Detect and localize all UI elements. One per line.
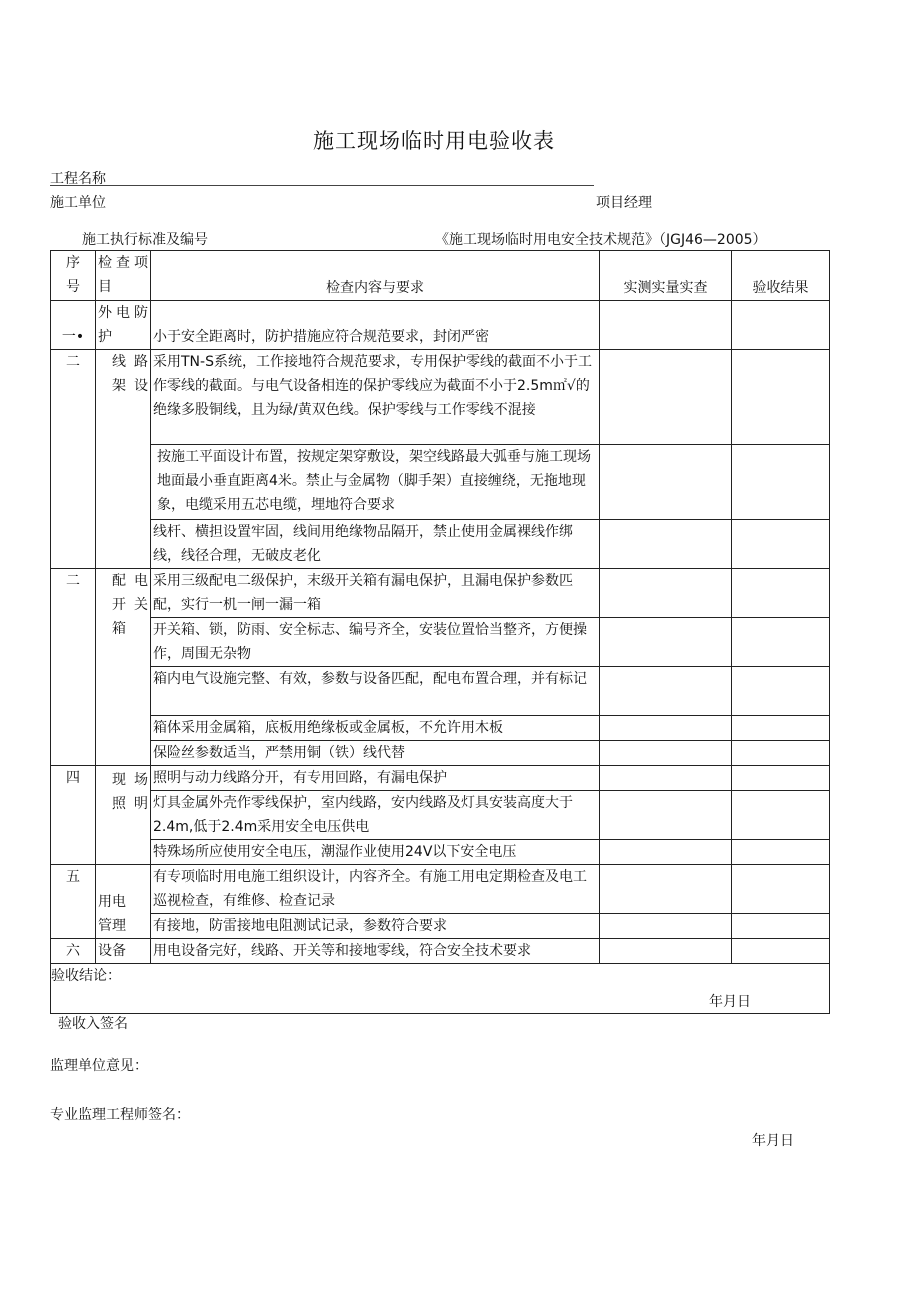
result-cell[interactable]: [732, 939, 830, 964]
row-no: 四: [51, 766, 96, 865]
table-row: [51, 865, 830, 914]
result-cell[interactable]: [732, 766, 830, 791]
row-item: 设备: [96, 939, 151, 964]
conclusion-label: 验收结论：: [51, 968, 121, 984]
standard-value: 《施工现场临时用电安全技术规范》（JGJ46—2005）: [435, 232, 767, 248]
result-cell[interactable]: [732, 445, 830, 520]
table-row: [51, 840, 830, 865]
row-content: 箱内电气设施完整、有效，参数与设备匹配，配电布置合理，并有标记: [151, 667, 600, 716]
footer-date: 年月日: [752, 1133, 794, 1149]
project-manager-label: 项目经理: [596, 195, 652, 211]
supervisor-opinion-label: 监理单位意见：: [50, 1058, 148, 1074]
contractor-label: 施工单位: [50, 195, 106, 211]
table-row: [51, 766, 830, 791]
table-row: [51, 914, 830, 939]
measure-cell[interactable]: [600, 865, 732, 914]
table-row: [51, 716, 830, 741]
result-cell[interactable]: [732, 520, 830, 569]
acceptor-signature-label: 验收入签名: [58, 1016, 128, 1032]
row-no: 五: [51, 865, 96, 939]
row-content: 采用三级配电二级保护，末级开关箱有漏电保护，且漏电保护参数匹配，实行一机一闸一漏一箱: [151, 569, 600, 618]
header-result: 验收结果: [732, 251, 830, 301]
row-content: 线杆、横担设置牢固，线间用绝缘物品隔开，禁止使用金属裸线作绑线，线径合理，无破皮老化: [151, 520, 600, 569]
conclusion-row: [51, 964, 830, 1014]
measure-cell[interactable]: [600, 914, 732, 939]
row-no: 一•: [51, 301, 96, 350]
result-cell[interactable]: [732, 350, 830, 445]
row-no: 二: [51, 350, 96, 569]
table-row: [51, 939, 830, 964]
result-cell[interactable]: [732, 914, 830, 939]
row-content: 开关箱、锁，防雨、安全标志、编号齐全，安装位置恰当整齐，方便操作，周围无杂物: [151, 618, 600, 667]
row-content: 箱体采用金属箱，底板用绝缘板或金属板，不允许用木板: [151, 716, 600, 741]
table-row: [51, 445, 830, 520]
result-cell[interactable]: [732, 716, 830, 741]
table-row: [51, 569, 830, 618]
row-content: 特殊场所应使用安全电压，潮湿作业使用24V以下安全电压: [151, 840, 600, 865]
row-no: 二: [51, 569, 96, 766]
inspection-table: [50, 250, 830, 1014]
row-content: 采用TN-S系统，工作接地符合规范要求，专用保护零线的截面不小于工作零线的截面。与电气设备相连的保护零线应为截面不小于2.5m㎡√的绝缘多股铜线，且为绿/黄双色线。保护零线与工作零线不混接: [151, 350, 600, 445]
project-name-field[interactable]: [50, 168, 594, 186]
result-cell[interactable]: [732, 791, 830, 840]
row-item: 用电 管理: [96, 865, 151, 939]
conclusion-date: 年月日: [709, 994, 751, 1010]
row-content: 照明与动力线路分开，有专用回路，有漏电保护: [151, 766, 600, 791]
table-row: [51, 618, 830, 667]
result-cell[interactable]: [732, 741, 830, 766]
row-item: 现场 照明: [96, 766, 151, 865]
row-item: 线路 架设: [96, 350, 151, 569]
page-title: 施工现场临时用电验收表: [313, 129, 555, 153]
row-content: 有专项临时用电施工组织设计，内容齐全。有施工用电定期检查及电工巡视检查，有维修、检查记录: [151, 865, 600, 914]
result-cell[interactable]: [732, 865, 830, 914]
measure-cell[interactable]: [600, 766, 732, 791]
result-cell[interactable]: [732, 840, 830, 865]
project-name-label: 工程名称: [50, 171, 106, 187]
table-row: [51, 520, 830, 569]
measure-cell[interactable]: [600, 716, 732, 741]
row-content: 小于安全距离时，防护措施应符合规范要求，封闭严密: [151, 301, 600, 350]
table-row: [51, 791, 830, 840]
measure-cell[interactable]: [600, 618, 732, 667]
measure-cell[interactable]: [600, 445, 732, 520]
table-row: [51, 350, 830, 445]
row-content: 用电设备完好，线路、开关等和接地零线，符合安全技术要求: [151, 939, 600, 964]
measure-cell[interactable]: [600, 569, 732, 618]
engineer-signature-label: 专业监理工程师签名：: [50, 1107, 190, 1123]
result-cell[interactable]: [732, 667, 830, 716]
row-no: 六: [51, 939, 96, 964]
header-content: 检查内容与要求: [151, 251, 600, 301]
row-content: 保险丝参数适当，严禁用铜（铁）线代替: [151, 741, 600, 766]
table-row: [51, 301, 830, 350]
measure-cell[interactable]: [600, 939, 732, 964]
measure-cell[interactable]: [600, 840, 732, 865]
row-content: 按施工平面设计布置，按规定架穿敷设，架空线路最大弧垂与施工现场地面最小垂直距离4米。禁止与金属物（脚手架）直接缠绕，无拖地现象，电缆采用五芯电缆，埋地符合要求: [151, 445, 600, 520]
measure-cell[interactable]: [600, 350, 732, 445]
result-cell[interactable]: [732, 618, 830, 667]
measure-cell[interactable]: [600, 791, 732, 840]
table-row: [51, 667, 830, 716]
row-content: 灯具金属外壳作零线保护，室内线路，安内线路及灯具安装高度大于2.4m,低于2.4m采用安全电压供电: [151, 791, 600, 840]
measure-cell[interactable]: [600, 301, 732, 350]
conclusion-cell[interactable]: [51, 964, 830, 1014]
measure-cell[interactable]: [600, 520, 732, 569]
standard-label: 施工执行标准及编号: [82, 232, 208, 248]
result-cell[interactable]: [732, 301, 830, 350]
header-item: 检查项 目: [96, 251, 151, 301]
header-no: 序 号: [51, 251, 96, 301]
row-item: 外电防 护: [96, 301, 151, 350]
row-content: 有接地，防雷接地电阻测试记录，参数符合要求: [151, 914, 600, 939]
result-cell[interactable]: [732, 569, 830, 618]
table-header-row: [51, 251, 830, 301]
measure-cell[interactable]: [600, 667, 732, 716]
row-item: 配电 开关 箱: [96, 569, 151, 766]
header-measure: 实测实量实查: [600, 251, 732, 301]
table-row: [51, 741, 830, 766]
measure-cell[interactable]: [600, 741, 732, 766]
